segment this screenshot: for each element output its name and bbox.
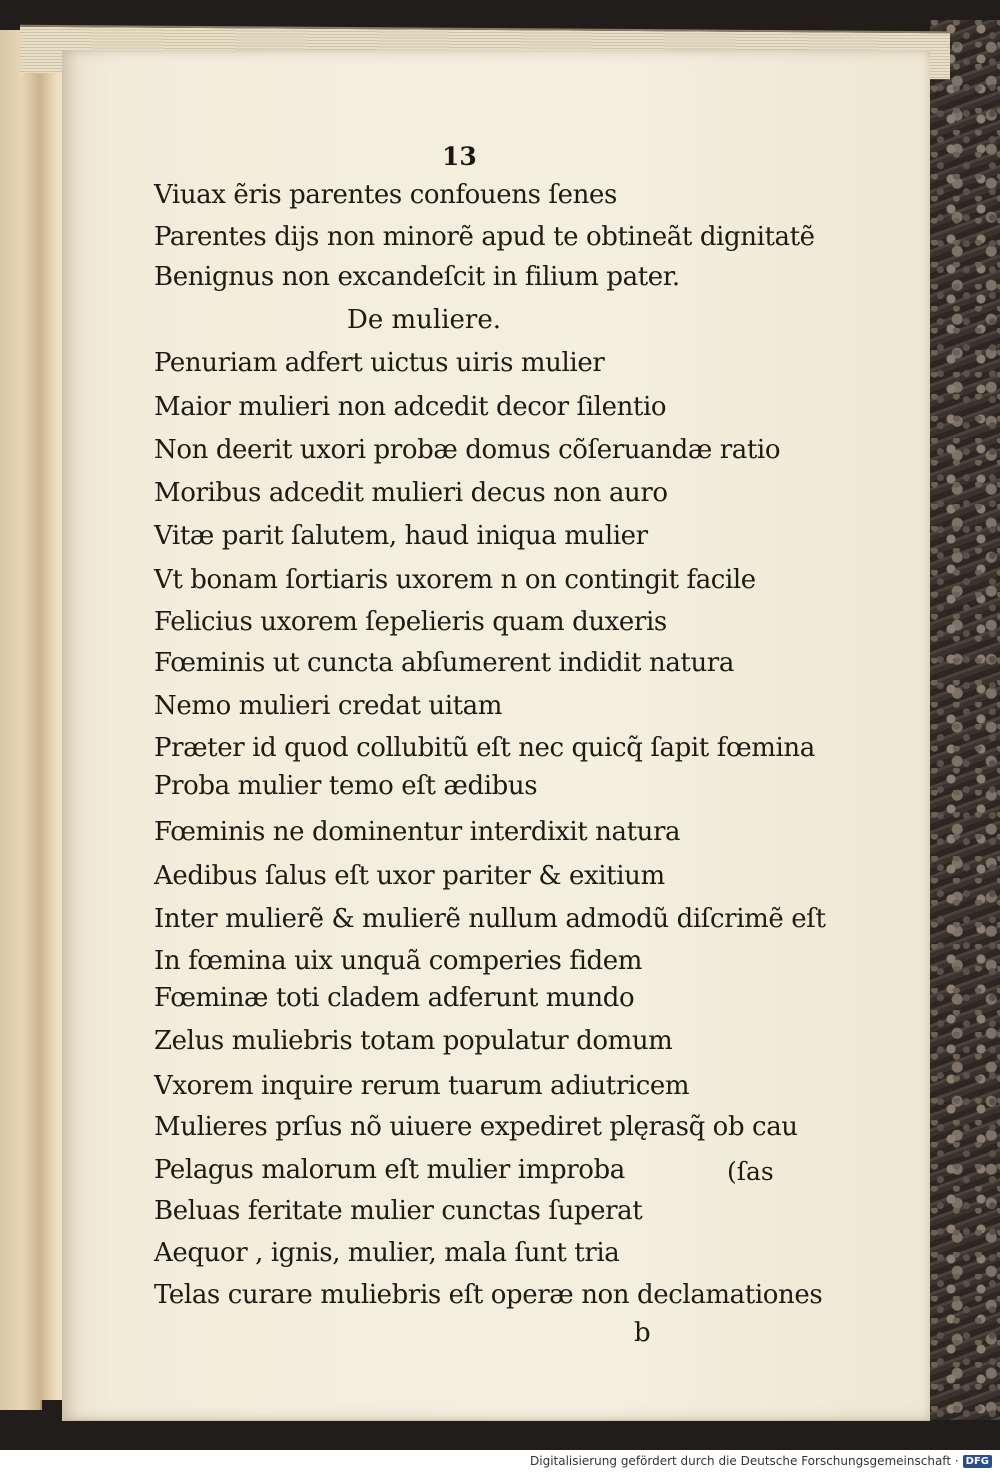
- text-line: Telas curare muliebris eſt operæ non declamationes: [154, 1280, 823, 1310]
- text-line: Vxorem inquire rerum tuarum adiutricem: [154, 1071, 690, 1101]
- text-line: Penuriam adfert uictus uiris mulier: [154, 348, 605, 378]
- text-line: Fœminæ toti cladem adferunt mundo: [154, 983, 635, 1013]
- page-number: 13: [442, 142, 477, 171]
- digitization-footer: [0, 1450, 1000, 1477]
- text-line: Mulieres prſus nõ uiuere expediret plęrasq̃ ob cau: [154, 1112, 798, 1142]
- text-line: Maior mulieri non adcedit decor ſilentio: [154, 392, 667, 422]
- marbled-cover: [930, 20, 1000, 1420]
- signature-mark: b: [634, 1318, 651, 1348]
- text-line: Nemo mulieri credat uitam: [154, 691, 503, 721]
- text-line: Aequor , ignis, mulier, mala ſunt tria: [154, 1238, 620, 1268]
- text-line: Proba mulier temo eſt ædibus: [154, 771, 538, 801]
- text-line: Fœminis ut cuncta abſumerent indidit natura: [154, 648, 734, 678]
- text-line: Inter mulierẽ & mulierẽ nullum admodũ diſcrimẽ eſt: [154, 904, 826, 934]
- text-line: Viuax ẽris parentes confouens ſenes: [154, 180, 617, 210]
- text-line: Parentes dijs non minorẽ apud te obtineãt dignitatẽ: [154, 222, 815, 252]
- left-binding-board: [0, 30, 42, 1410]
- text-line: Moribus adcedit mulieri decus non auro: [154, 478, 668, 508]
- text-line: Non deerit uxori probæ domus cõſeruandæ ratio: [154, 435, 781, 465]
- text-line: Vitæ parit ſalutem, haud iniqua mulier: [154, 521, 648, 551]
- text-line: Vt bonam ſortiaris uxorem n on contingit facile: [154, 565, 756, 595]
- text-line: Præter id quod collubitũ eſt nec quicq̃ ſapit fœmina: [154, 733, 815, 763]
- footer-credit: [530, 1454, 992, 1468]
- text-line: Beluas feritate mulier cunctas ſuperat: [154, 1196, 643, 1226]
- text-line: In fœmina uix unquã comperies fidem: [154, 946, 642, 976]
- line-continuation: (ſas: [727, 1157, 774, 1186]
- section-heading: De muliere.: [347, 305, 501, 335]
- text-line: Zelus muliebris totam populatur domum: [154, 1026, 673, 1056]
- text-line: Felicius uxorem ſepelieris quam duxeris: [154, 607, 667, 637]
- text-line: Pelagus malorum eſt mulier improba: [154, 1155, 625, 1185]
- text-line: Benignus non excandeſcit in filium pater.: [154, 262, 680, 292]
- text-line: Fœminis ne dominentur interdixit natura: [154, 817, 681, 847]
- book-page: [62, 50, 930, 1421]
- footer-credit-text: Digitalisierung gefördert durch die Deutsche Forschungsgemeinschaft ·: [530, 1454, 959, 1468]
- text-line: Aedibus ſalus eſt uxor pariter & exitium: [154, 861, 665, 891]
- left-page-edge: [40, 40, 64, 1400]
- dfg-logo: DFG: [963, 1455, 992, 1468]
